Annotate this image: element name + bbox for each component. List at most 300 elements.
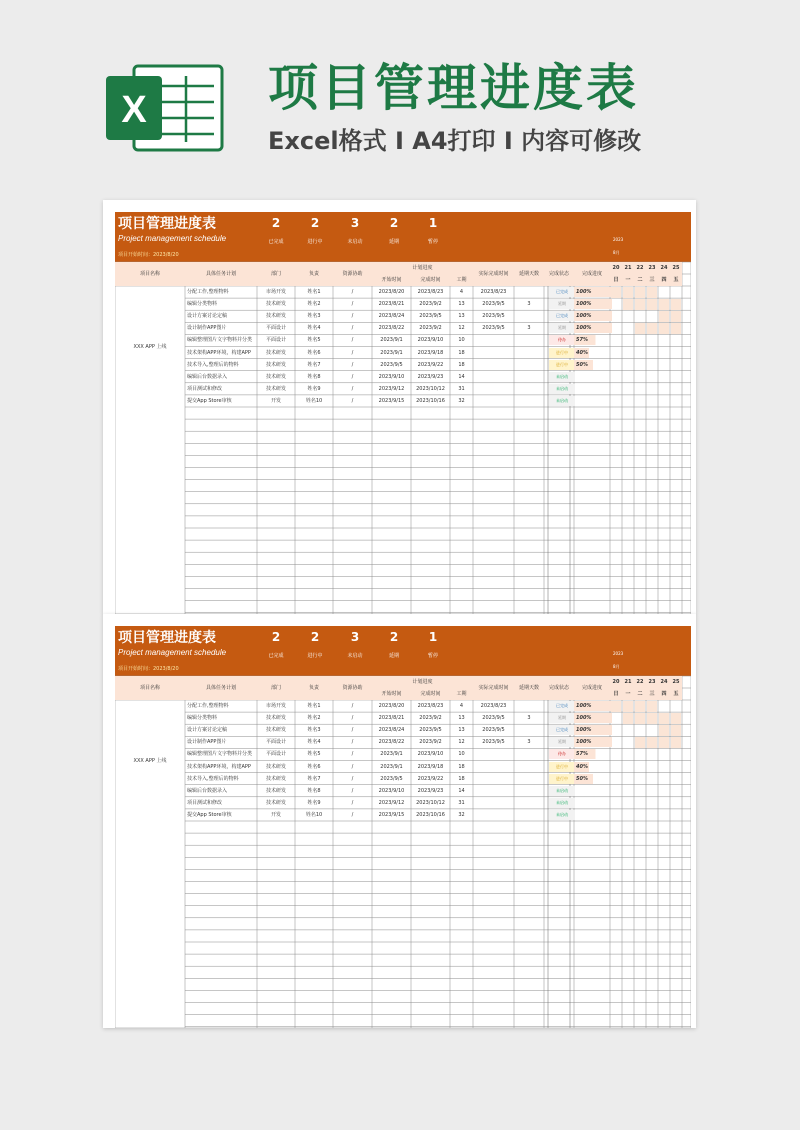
month-label: 8月 (613, 664, 620, 669)
progress-value (574, 372, 612, 382)
status-count-value: 2 (271, 630, 281, 644)
resource-cell: / (351, 775, 354, 782)
delay-days-cell (514, 395, 544, 407)
resource-cell: / (351, 703, 354, 709)
duration-cell: 14 (458, 373, 465, 380)
resource-cell: / (351, 289, 354, 295)
gantt-bar-cell (635, 323, 645, 334)
sheet-title: 项目管理进度表 (118, 216, 216, 232)
status-badge[interactable]: 进行中 (549, 348, 575, 358)
progress-value (574, 384, 612, 394)
status-badge[interactable]: 已完成 (549, 701, 575, 711)
resource-cell: / (351, 349, 354, 356)
start-date-label: 项目开始时间：2023/8/20 (118, 252, 179, 258)
task-name-cell: 设计制作APP图片 (187, 325, 227, 332)
status-count-value: 3 (350, 216, 360, 230)
owner-cell: 姓名7 (307, 361, 321, 368)
header-weekday: 五 (670, 688, 682, 700)
header-day-number: 25 (670, 262, 682, 274)
duration-cell: 14 (458, 787, 465, 794)
resource-cell: / (351, 799, 354, 806)
delay-days-cell (514, 383, 544, 395)
resource-cell: / (351, 301, 354, 308)
header-finish-time: 完成时间 (411, 274, 450, 286)
status-badge[interactable]: 未启动 (549, 810, 575, 820)
gantt-bar-cell (659, 323, 669, 334)
status-count-label: 延期 (388, 653, 399, 659)
gantt-bar-cell (635, 701, 645, 712)
header-day-number: 24 (658, 676, 670, 688)
status-count-label: 进行中 (307, 653, 323, 659)
department-cell: 技术研发 (265, 313, 286, 320)
delay-days-cell (514, 785, 544, 797)
header-status: 完成状态 (544, 262, 574, 286)
department-cell: 技术研发 (265, 385, 286, 392)
finish-date-cell: 2023/9/2 (419, 739, 442, 746)
status-badge[interactable]: 未启动 (549, 372, 575, 382)
start-date-cell: 2023/9/1 (380, 763, 403, 770)
duration-cell: 10 (458, 337, 465, 344)
progress-value: 100% (574, 737, 612, 747)
task-name-cell: 提交App Store审核 (187, 397, 232, 404)
task-name-cell: 编辑整理图片文字物料并分类 (187, 751, 253, 758)
duration-cell: 13 (458, 715, 465, 722)
duration-cell: 12 (458, 325, 465, 332)
duration-cell: 31 (458, 799, 465, 806)
duration-cell: 13 (458, 313, 465, 320)
owner-cell: 姓名6 (307, 349, 321, 356)
department-cell: 技术研发 (265, 727, 286, 734)
header-progress: 完成进度 (574, 676, 610, 700)
status-count-label: 已完成 (268, 653, 284, 659)
status-badge[interactable]: 延期 (549, 737, 575, 747)
actual-finish-cell (473, 359, 514, 371)
header-delay-days: 延期天数 (514, 676, 544, 700)
resource-cell: / (351, 325, 354, 332)
finish-date-cell: 2023/9/5 (419, 727, 442, 734)
header-project-name: 项目名称 (115, 262, 185, 286)
task-name-cell: 设计制作APP图片 (187, 739, 227, 746)
department-cell: 技术研发 (265, 349, 286, 356)
finish-date-cell: 2023/8/23 (417, 289, 444, 295)
resource-cell: / (351, 397, 354, 404)
resource-cell: / (351, 811, 354, 818)
status-count-value: 2 (271, 216, 281, 230)
duration-cell: 18 (458, 775, 465, 782)
status-count-value: 1 (428, 630, 438, 644)
actual-finish-cell (473, 371, 514, 383)
finish-date-cell: 2023/10/16 (416, 397, 445, 404)
status-badge[interactable]: 待办 (549, 335, 575, 345)
department-cell: 技术研发 (265, 715, 286, 722)
finish-date-cell: 2023/10/16 (416, 811, 445, 818)
gantt-bar-cell (671, 323, 681, 334)
task-name-cell: 编辑分类物料 (187, 715, 218, 722)
duration-cell: 31 (458, 385, 465, 392)
department-cell: 技术研发 (265, 301, 286, 308)
owner-cell: 姓名5 (307, 751, 321, 758)
progress-value: 100% (574, 725, 612, 735)
gantt-bar-cell (611, 287, 621, 298)
status-count-value: 2 (310, 216, 320, 230)
start-date-cell: 2023/9/15 (378, 811, 405, 818)
delay-days-cell: 3 (527, 301, 531, 308)
actual-finish-cell: 2023/9/5 (482, 325, 505, 332)
gantt-bar-cell (659, 737, 669, 748)
progress-value: 100% (574, 323, 612, 333)
owner-cell: 姓名4 (307, 325, 321, 332)
hero-title: 项目管理进度表 (268, 59, 639, 117)
resource-cell: / (351, 763, 354, 770)
task-name-cell: 编辑整理图片文字物料并分类 (187, 337, 253, 344)
finish-date-cell: 2023/9/2 (419, 301, 442, 308)
header-resource: 资源协助 (333, 262, 372, 286)
header-duration: 工期 (450, 274, 473, 286)
status-count-label: 已完成 (268, 239, 284, 245)
gantt-bar-cell (659, 311, 669, 322)
owner-cell: 姓名3 (307, 727, 321, 734)
finish-date-cell: 2023/9/22 (417, 361, 444, 368)
header-start-time: 开始时间 (372, 274, 411, 286)
department-cell: 平面设计 (265, 325, 286, 332)
status-badge[interactable]: 未启动 (549, 396, 575, 406)
task-name-cell: 技术导入,整理后的物料 (187, 775, 239, 782)
status-badge[interactable]: 已完成 (549, 725, 575, 735)
start-date-cell: 2023/9/12 (378, 385, 405, 392)
resource-cell: / (351, 739, 354, 746)
duration-cell: 12 (458, 739, 465, 746)
owner-cell: 姓名3 (307, 313, 321, 320)
gantt-bar-cell (635, 287, 645, 298)
sheet-title: 项目管理进度表 (118, 630, 216, 646)
status-count-label: 暂停 (427, 653, 438, 659)
header-weekday: 一 (622, 274, 634, 286)
delay-days-cell (514, 347, 544, 359)
status-count-value: 1 (428, 216, 438, 230)
owner-cell: 姓名8 (307, 373, 321, 380)
status-badge[interactable]: 进行中 (549, 762, 575, 772)
header-actual-finish: 实际完成时间 (473, 676, 514, 700)
header-day-number: 23 (646, 262, 658, 274)
start-date-cell: 2023/8/24 (378, 313, 405, 320)
delay-days-cell (514, 310, 544, 322)
task-name-cell: 项目测试和修改 (187, 385, 223, 392)
delay-days-cell (514, 724, 544, 736)
status-badge[interactable]: 未启动 (549, 786, 575, 796)
actual-finish-cell: 2023/9/5 (482, 739, 505, 746)
progress-value: 40% (574, 762, 612, 772)
gantt-bar-cell (671, 299, 681, 310)
header-project-name: 项目名称 (115, 676, 185, 700)
year-label: 2023 (613, 237, 624, 242)
header-weekday: 三 (646, 688, 658, 700)
duration-cell: 18 (458, 349, 465, 356)
duration-cell: 13 (458, 301, 465, 308)
owner-cell: 姓名1 (307, 289, 321, 295)
owner-cell: 姓名9 (307, 799, 321, 806)
progress-value: 100% (574, 299, 612, 309)
header-day-number: 25 (670, 676, 682, 688)
status-badge[interactable]: 已完成 (549, 287, 575, 297)
duration-cell: 10 (458, 751, 465, 758)
svg-text:X: X (121, 89, 147, 131)
start-date-cell: 2023/9/5 (380, 775, 403, 782)
start-date-cell: 2023/9/10 (378, 373, 405, 380)
status-count-label: 未启动 (347, 239, 363, 245)
start-date-cell: 2023/9/10 (378, 787, 405, 794)
status-count-value: 2 (389, 216, 399, 230)
task-name-cell: 编辑后台数据录入 (187, 787, 228, 794)
task-name-cell: 分配工作,整理物料 (187, 703, 229, 709)
status-count-label: 进行中 (307, 239, 323, 245)
resource-cell: / (351, 751, 354, 758)
delay-days-cell (514, 748, 544, 760)
delay-days-cell (514, 371, 544, 383)
delay-days-cell (514, 809, 544, 821)
duration-cell: 18 (458, 763, 465, 770)
progress-value: 100% (574, 701, 612, 711)
progress-value: 100% (574, 713, 612, 723)
sheet-subtitle-en: Project management schedule (118, 234, 227, 243)
start-date-cell: 2023/9/5 (380, 361, 403, 368)
year-label: 2023 (613, 651, 624, 656)
finish-date-cell: 2023/9/23 (417, 787, 444, 794)
progress-value: 57% (574, 749, 612, 759)
finish-date-cell: 2023/10/12 (416, 799, 445, 806)
duration-cell: 4 (459, 703, 464, 709)
delay-days-cell (514, 797, 544, 809)
header-planned-progress: 计划进度 (372, 676, 473, 688)
owner-cell: 姓名6 (307, 763, 321, 770)
status-count-value: 3 (350, 630, 360, 644)
header-delay-days: 延期天数 (514, 262, 544, 286)
status-badge[interactable]: 待办 (549, 749, 575, 759)
header-actual-finish: 实际完成时间 (473, 262, 514, 286)
actual-finish-cell (473, 395, 514, 407)
spreadsheet-page-2 (103, 614, 696, 1028)
owner-cell: 姓名2 (307, 715, 321, 722)
finish-date-cell: 2023/10/12 (416, 385, 445, 392)
actual-finish-cell: 2023/9/5 (482, 727, 505, 734)
owner-cell: 姓名10 (305, 811, 323, 818)
hero-subtitle: Excel格式 I A4打印 I 内容可修改 (268, 127, 642, 155)
status-badge[interactable]: 未启动 (549, 798, 575, 808)
finish-date-cell: 2023/9/23 (417, 373, 444, 380)
spreadsheet-page-1 (103, 200, 696, 614)
status-badge[interactable]: 未启动 (549, 384, 575, 394)
resource-cell: / (351, 373, 354, 380)
gantt-bar-cell (647, 287, 657, 298)
finish-date-cell: 2023/9/10 (417, 751, 444, 758)
task-name-cell: 分配工作,整理物料 (187, 289, 229, 295)
resource-cell: / (351, 715, 354, 722)
actual-finish-cell (473, 761, 514, 773)
gantt-bar-cell (635, 299, 645, 310)
header-weekday: 四 (658, 274, 670, 286)
actual-finish-cell: 2023/8/23 (480, 703, 507, 709)
actual-finish-cell (473, 773, 514, 785)
delay-days-cell (514, 700, 544, 712)
status-badge[interactable]: 延期 (549, 713, 575, 723)
status-badge[interactable]: 延期 (549, 299, 575, 309)
task-name-cell: 技术架构APP环境，构建APP (187, 763, 251, 770)
actual-finish-cell: 2023/8/23 (480, 289, 507, 295)
duration-cell: 13 (458, 727, 465, 734)
header-status: 完成状态 (544, 676, 574, 700)
sheet-content (115, 212, 691, 614)
status-count-label: 未启动 (347, 653, 363, 659)
department-cell: 技术研发 (265, 373, 286, 380)
status-badge[interactable]: 延期 (549, 323, 575, 333)
start-date-cell: 2023/8/24 (378, 727, 405, 734)
gantt-bar-cell (623, 287, 633, 298)
finish-date-cell: 2023/9/2 (419, 715, 442, 722)
sheet-content (115, 626, 691, 1028)
start-date-cell: 2023/8/20 (378, 289, 405, 295)
delay-days-cell (514, 773, 544, 785)
progress-value: 57% (574, 335, 612, 345)
delay-days-cell (514, 334, 544, 346)
gantt-bar-cell (647, 299, 657, 310)
actual-finish-cell: 2023/9/5 (482, 301, 505, 308)
department-cell: 平面设计 (265, 751, 286, 758)
status-count-label: 延期 (388, 239, 399, 245)
header-task-plan: 具体任务计划 (185, 676, 257, 700)
department-cell: 技术研发 (265, 787, 286, 794)
project-name-cell: XXX APP 上线 (133, 757, 167, 764)
start-date-cell: 2023/9/12 (378, 799, 405, 806)
gantt-bar-cell (647, 737, 657, 748)
department-cell: 技术研发 (265, 799, 286, 806)
task-name-cell: 设计方案讨论定稿 (187, 313, 228, 320)
actual-finish-cell (473, 347, 514, 359)
gantt-bar-cell (623, 299, 633, 310)
owner-cell: 姓名1 (307, 703, 321, 709)
status-count-label: 暂停 (427, 239, 438, 245)
duration-cell: 4 (459, 289, 464, 295)
delay-days-cell: 3 (527, 739, 531, 746)
actual-finish-cell: 2023/9/5 (482, 715, 505, 722)
department-cell: 开发 (270, 811, 281, 818)
actual-finish-cell (473, 748, 514, 760)
start-date-cell: 2023/9/1 (380, 337, 403, 344)
status-badge[interactable]: 进行中 (549, 360, 575, 370)
header-task-plan: 具体任务计划 (185, 262, 257, 286)
status-badge[interactable]: 进行中 (549, 774, 575, 784)
progress-value: 100% (574, 287, 612, 297)
header-department: 部门 (257, 676, 295, 700)
gantt-bar-cell (671, 737, 681, 748)
header-day-number: 20 (610, 676, 622, 688)
header-day-number: 21 (622, 676, 634, 688)
gantt-bar-cell (647, 713, 657, 724)
department-cell: 技术研发 (265, 361, 286, 368)
header-weekday: 日 (610, 274, 622, 286)
finish-date-cell: 2023/9/22 (417, 775, 444, 782)
task-name-cell: 提交App Store审核 (187, 811, 232, 818)
sheet-subtitle-en: Project management schedule (118, 648, 227, 657)
delay-days-cell: 3 (527, 325, 531, 332)
header-weekday: 五 (670, 274, 682, 286)
department-cell: 市场开发 (265, 703, 286, 709)
task-name-cell: 技术导入,整理后的物料 (187, 361, 239, 368)
month-label: 8月 (613, 250, 620, 255)
actual-finish-cell: 2023/9/5 (482, 313, 505, 320)
gantt-bar-cell (635, 713, 645, 724)
duration-cell: 32 (458, 811, 465, 818)
start-date-cell: 2023/8/22 (378, 325, 405, 332)
resource-cell: / (351, 313, 354, 320)
task-name-cell: 设计方案讨论定稿 (187, 727, 228, 734)
resource-cell: / (351, 337, 354, 344)
owner-cell: 姓名4 (307, 739, 321, 746)
header-start-time: 开始时间 (372, 688, 411, 700)
header-department: 部门 (257, 262, 295, 286)
header-owner: 负责 (295, 676, 333, 700)
progress-value (574, 786, 612, 796)
progress-value: 50% (574, 360, 612, 370)
resource-cell: / (351, 385, 354, 392)
owner-cell: 姓名10 (305, 397, 323, 404)
department-cell: 开发 (270, 397, 281, 404)
department-cell: 市场开发 (265, 289, 286, 295)
progress-value: 50% (574, 774, 612, 784)
duration-cell: 18 (458, 361, 465, 368)
finish-date-cell: 2023/8/23 (417, 703, 444, 709)
gantt-bar-cell (659, 299, 669, 310)
gantt-bar-cell (611, 701, 621, 712)
start-date-cell: 2023/9/15 (378, 397, 405, 404)
finish-date-cell: 2023/9/5 (419, 313, 442, 320)
owner-cell: 姓名9 (307, 385, 321, 392)
delay-days-cell (514, 761, 544, 773)
department-cell: 平面设计 (265, 739, 286, 746)
actual-finish-cell (473, 334, 514, 346)
gantt-bar-cell (659, 713, 669, 724)
header-owner: 负责 (295, 262, 333, 286)
header-weekday: 二 (634, 688, 646, 700)
gantt-bar-cell (659, 725, 669, 736)
header-weekday: 日 (610, 688, 622, 700)
task-name-cell: 项目测试和修改 (187, 799, 223, 806)
gantt-bar-cell (647, 323, 657, 334)
header-day-number: 22 (634, 262, 646, 274)
status-badge[interactable]: 已完成 (549, 311, 575, 321)
delay-days-cell (514, 286, 544, 298)
start-date-cell: 2023/8/20 (378, 703, 405, 709)
delay-days-cell: 3 (527, 715, 531, 722)
department-cell: 技术研发 (265, 775, 286, 782)
finish-date-cell: 2023/9/2 (419, 325, 442, 332)
header-day-number: 22 (634, 676, 646, 688)
actual-finish-cell (473, 383, 514, 395)
gantt-bar-cell (671, 725, 681, 736)
finish-date-cell: 2023/9/10 (417, 337, 444, 344)
gantt-bar-cell (647, 701, 657, 712)
header-day-number: 21 (622, 262, 634, 274)
start-date-label: 项目开始时间：2023/8/20 (118, 666, 179, 672)
gantt-bar-cell (635, 737, 645, 748)
duration-cell: 32 (458, 397, 465, 404)
actual-finish-cell (473, 797, 514, 809)
header-progress: 完成进度 (574, 262, 610, 286)
gantt-bar-cell (671, 311, 681, 322)
start-date-cell: 2023/8/21 (378, 715, 405, 722)
progress-value (574, 798, 612, 808)
owner-cell: 姓名7 (307, 775, 321, 782)
header-duration: 工期 (450, 688, 473, 700)
header-day-number: 20 (610, 262, 622, 274)
